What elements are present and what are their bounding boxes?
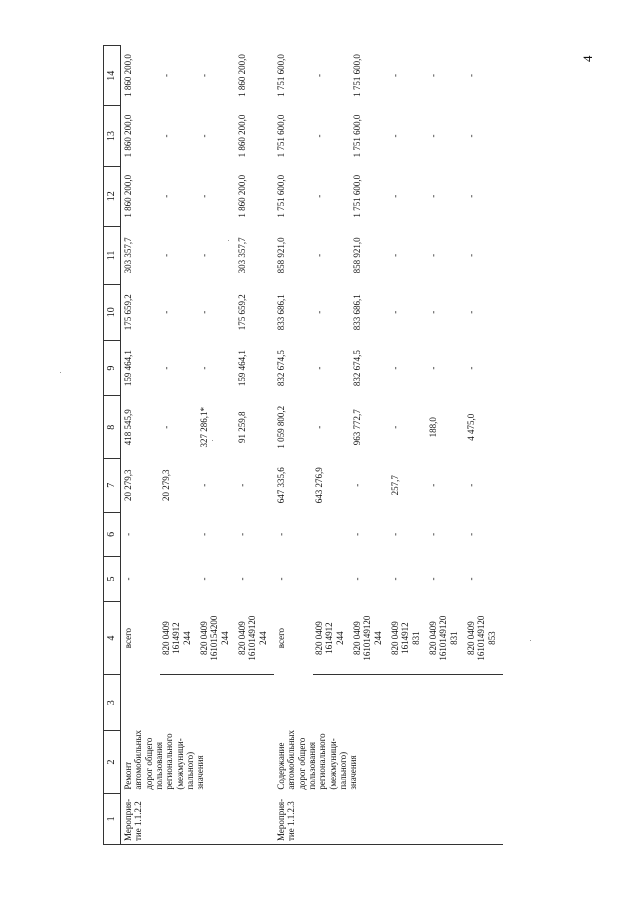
value-cell: 833 686,1 [352,294,362,331]
value-cell: 1 860 200,0 [237,114,247,158]
value-cell: - [390,577,400,581]
value-cell: 1 751 600,0 [352,174,362,218]
value-cell: 1 860 200,0 [123,114,133,158]
value-cell: 327 286,1* [199,406,209,448]
value-cell: 175 659,2 [123,294,133,331]
value-cell: 963 772,7 [352,409,362,446]
value-cell: 643 276,9 [314,467,324,504]
value-cell: - [352,577,362,581]
event-code-cell: Мероприя- тие 1.1.2.2 [121,793,275,844]
value-cell: - [276,577,286,581]
value-cell: - [314,366,324,370]
header-cell: 13 [104,106,121,166]
value-cell [313,512,351,557]
value-cell: 418 545,9 [123,409,133,446]
value-cell: - [161,73,171,77]
value-cell: - [466,253,476,257]
budget-code-cell: всего [123,627,133,649]
event-name-cell: Ремонт автомобильных дорог общего пользования регионального (межмуници-пального) значения [123,729,206,790]
header-cell: 5 [104,557,121,602]
table-row [274,46,313,845]
value-cell: - [428,73,438,77]
value-cell: 1 860 200,0 [123,54,133,97]
header-cell: 7 [104,458,121,512]
value-cell: - [466,577,476,581]
header-cell: 8 [104,396,121,458]
value-cell: - [466,194,476,198]
budget-code-cell: 820 0409 1614912 244 [313,601,351,675]
value-cell: 1 860 200,0 [237,54,247,97]
value-cell: - [161,425,171,429]
value-cell: 1 059 800,2 [276,405,286,449]
value-cell: - [161,194,171,198]
value-cell: - [390,253,400,257]
value-cell: - [466,310,476,314]
table-row [121,46,161,845]
value-cell: - [390,425,400,429]
value-cell: - [390,310,400,314]
value-cell: - [352,532,362,536]
value-cell: 20 279,3 [161,469,171,501]
value-cell: 833 686,1 [276,294,286,331]
value-cell: - [390,194,400,198]
value-cell: - [161,310,171,314]
value-cell: 1 751 600,0 [276,174,286,218]
value-cell: - [314,425,324,429]
value-cell: 303 357,7 [237,237,247,274]
value-cell: - [314,134,324,138]
budget-table-container [103,45,533,845]
value-cell: - [466,73,476,77]
value-cell: - [314,73,324,77]
event-code-cell: Мероприя- тие 1.1.2.3 [274,793,503,844]
header-row [104,46,121,845]
value-cell: - [428,310,438,314]
value-cell: - [237,532,247,536]
value-cell: - [123,532,133,536]
header-cell: 12 [104,166,121,226]
header-cell: 10 [104,284,121,340]
value-cell: - [466,532,476,536]
header-cell: 4 [104,601,121,675]
value-cell: 257,7 [390,475,400,496]
value-cell: - [466,483,476,487]
value-cell: - [276,532,286,536]
table-body [121,46,504,845]
value-cell: 20 279,3 [123,469,133,501]
header-cell: 1 [104,793,121,844]
budget-code-cell: 820 0409 1610149120 853 [465,601,503,675]
budget-code-cell: 820 0409 1614912 244 [160,601,198,675]
value-cell: 858 921,0 [352,237,362,274]
value-cell: - [161,134,171,138]
budget-code-cell: всего [276,627,286,649]
value-cell: 159 464,1 [123,350,133,387]
value-cell: 1 860 200,0 [123,174,133,218]
value-cell: - [428,483,438,487]
value-cell: 1 860 200,0 [237,174,247,218]
value-cell: - [428,253,438,257]
budget-code-cell: 820 0409 1614912 831 [389,601,427,675]
value-cell: - [199,483,209,487]
value-cell: - [466,366,476,370]
value-cell [160,557,198,602]
value-cell: - [390,134,400,138]
header-cell: 9 [104,340,121,396]
header-cell: 6 [104,512,121,557]
value-cell: - [199,134,209,138]
value-cell: - [390,73,400,77]
value-cell: 832 674,5 [276,350,286,387]
value-cell: - [199,577,209,581]
value-cell: - [199,532,209,536]
value-cell: - [199,73,209,77]
value-cell: 832 674,5 [352,350,362,387]
value-cell: - [428,366,438,370]
budget-code-cell: 820 0409 1610149120 244 [351,601,389,675]
value-cell: - [466,134,476,138]
value-cell: 4 475,0 [466,413,476,441]
value-cell: - [428,532,438,536]
value-cell: - [123,577,133,581]
value-cell: 175 659,2 [237,294,247,331]
budget-code-cell: 820 0409 1610149120 244 [236,601,274,675]
page-number: 4 [580,55,595,62]
value-cell: 647 335,6 [276,467,286,504]
value-cell: 858 921,0 [276,237,286,274]
value-cell: - [314,194,324,198]
event-name-cell: Содержание автомобильных дорог общего пользования регионального (межмуници-пального) значения [276,729,359,790]
value-cell: - [428,577,438,581]
budget-table [103,45,503,845]
value-cell: 159 464,1 [237,350,247,387]
value-cell: 1 751 600,0 [276,114,286,158]
value-cell: - [390,366,400,370]
header-cell: 14 [104,46,121,106]
value-cell: - [161,366,171,370]
value-cell: - [199,310,209,314]
value-cell: 303 357,7 [123,237,133,274]
value-cell [313,557,351,602]
value-cell: 1 751 600,0 [276,54,286,97]
header-cell: 11 [104,226,121,284]
header-cell: 2 [104,731,121,793]
value-cell: - [199,194,209,198]
value-cell: - [199,366,209,370]
value-cell: - [428,134,438,138]
empty-cell [121,675,275,731]
value-cell: - [314,253,324,257]
value-cell: - [161,253,171,257]
value-cell: - [199,253,209,257]
value-cell: - [390,532,400,536]
header-cell: 3 [104,675,121,731]
value-cell: 91 259,8 [237,411,247,443]
value-cell: 188,0 [428,417,438,438]
budget-code-cell: 820 0409 1610154200 244 [198,601,236,675]
budget-code-cell: 820 0409 1610149120 831 [427,601,465,675]
value-cell [160,512,198,557]
empty-cell [274,675,503,731]
value-cell: 1 751 600,0 [352,54,362,97]
value-cell: - [428,194,438,198]
value-cell: - [237,483,247,487]
value-cell: - [352,483,362,487]
value-cell: - [314,310,324,314]
value-cell: 1 751 600,0 [352,114,362,158]
value-cell: - [237,577,247,581]
